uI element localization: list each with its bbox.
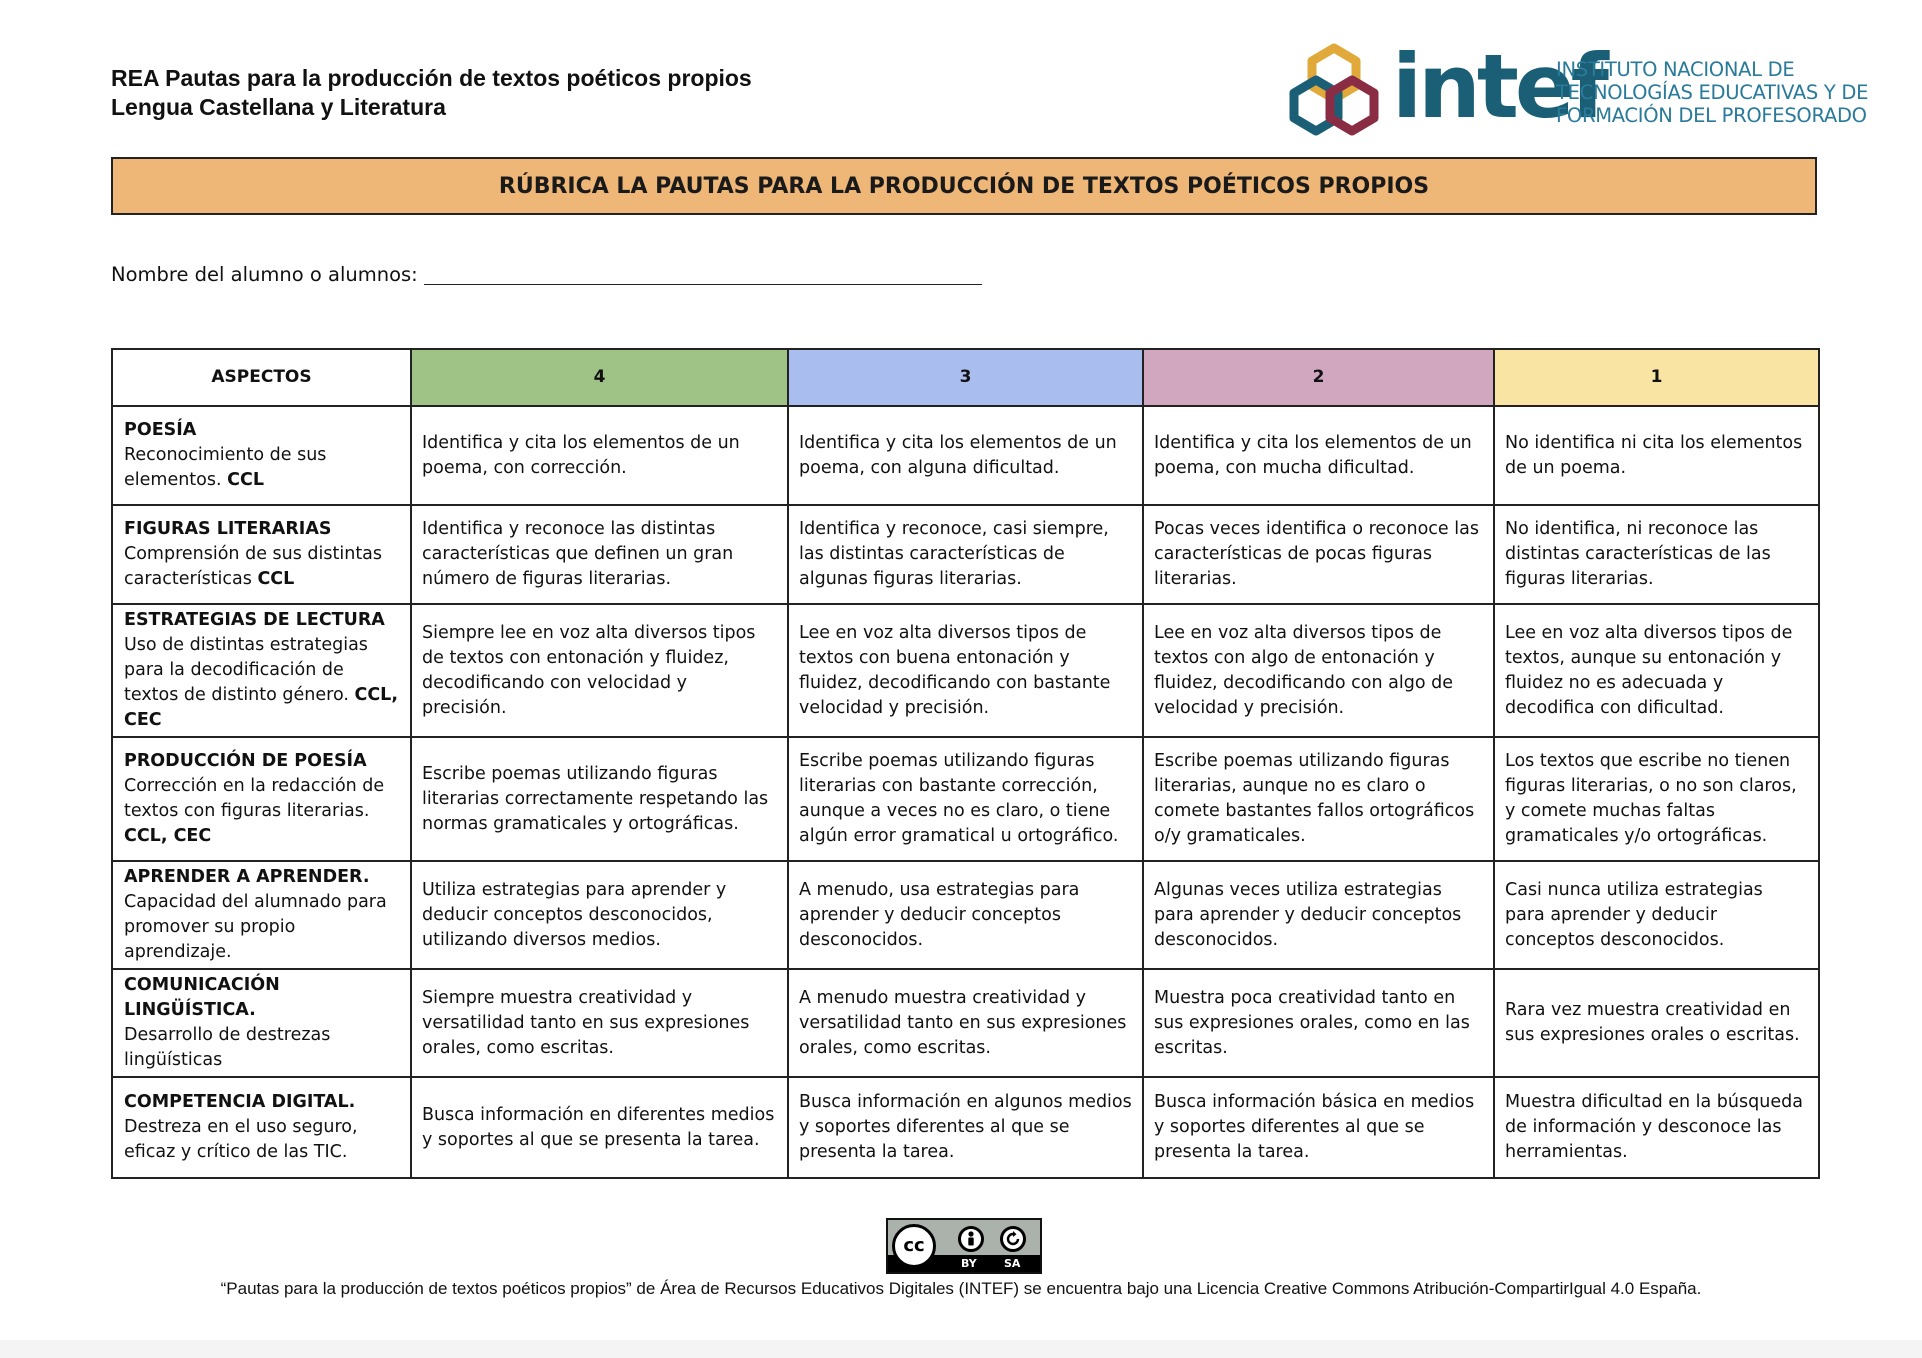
aspect-cell bbox=[112, 737, 411, 861]
aspect-description: Corrección en la redacción de textos con figuras literarias. bbox=[124, 776, 385, 821]
level-2-cell: Muestra poca creatividad tanto en sus expresiones orales, como en las escritas. bbox=[1143, 969, 1494, 1077]
badge-by-label: BY bbox=[961, 1257, 977, 1270]
aspect-title: COMUNICACIÓN LINGÜÍSTICA. bbox=[124, 975, 280, 1020]
level-4-cell: Siempre lee en voz alta diversos tipos de textos con entonación y fluidez, decodificando con velocidad y precisión. bbox=[411, 604, 788, 737]
intef-organization-name bbox=[1556, 58, 1869, 127]
document-subject: Lengua Castellana y Literatura bbox=[111, 94, 446, 120]
header-aspectos: ASPECTOS bbox=[112, 349, 411, 406]
aspect-description: Reconocimiento de sus elementos. bbox=[124, 445, 327, 490]
level-1-cell: No identifica, ni reconoce las distintas características de las figuras literarias. bbox=[1494, 505, 1819, 604]
level-3-cell: Lee en voz alta diversos tipos de textos con buena entonación y fluidez, decodificando con bastante velocidad y precisión. bbox=[788, 604, 1143, 737]
table-row bbox=[112, 505, 1819, 604]
level-2-cell: Pocas veces identifica o reconoce las características de pocas figuras literarias. bbox=[1143, 505, 1494, 604]
table-row bbox=[112, 604, 1819, 737]
level-4-cell: Utiliza estrategias para aprender y deducir conceptos desconocidos, utilizando diversos medios. bbox=[411, 861, 788, 969]
aspect-competence: CCL bbox=[257, 569, 295, 589]
rubric-table bbox=[111, 348, 1820, 1179]
aspect-cell bbox=[112, 1077, 411, 1178]
level-1-cell: Muestra dificultad en la búsqueda de información y desconoce las herramientas. bbox=[1494, 1077, 1819, 1178]
level-2-cell: Identifica y cita los elementos de un poema, con mucha dificultad. bbox=[1143, 406, 1494, 505]
level-4-cell: Escribe poemas utilizando figuras literarias correctamente respetando las normas gramaticales y ortográficas. bbox=[411, 737, 788, 861]
aspect-title: APRENDER A APRENDER. bbox=[124, 867, 370, 887]
aspect-title: FIGURAS LITERARIAS bbox=[124, 519, 332, 539]
aspect-description: Destreza en el uso seguro, eficaz y crítico de las TIC. bbox=[124, 1117, 358, 1162]
aspect-description: Capacidad del alumnado para promover su propio aprendizaje. bbox=[124, 892, 387, 962]
aspect-cell bbox=[112, 969, 411, 1077]
level-4-cell: Busca información en diferentes medios y soportes al que se presenta la tarea. bbox=[411, 1077, 788, 1178]
document-title: REA Pautas para la producción de textos poéticos propios bbox=[111, 65, 752, 91]
rubric-title-banner bbox=[111, 157, 1817, 215]
student-name-label: Nombre del alumno o alumnos: bbox=[111, 263, 418, 286]
aspect-competence: CCL, CEC bbox=[124, 826, 212, 846]
table-row bbox=[112, 406, 1819, 505]
level-2-cell: Algunas veces utiliza estrategias para aprender y deducir conceptos desconocidos. bbox=[1143, 861, 1494, 969]
aspect-title: POESÍA bbox=[124, 420, 197, 440]
level-3-cell: Identifica y reconoce, casi siempre, las distintas características de algunas figuras literarias. bbox=[788, 505, 1143, 604]
intef-logo bbox=[1284, 35, 1869, 142]
table-row bbox=[112, 861, 1819, 969]
aspect-cell bbox=[112, 861, 411, 969]
aspect-cell bbox=[112, 505, 411, 604]
level-2-cell: Escribe poemas utilizando figuras literarias, aunque no es claro o comete bastantes fallos ortográficos o/y gramaticales. bbox=[1143, 737, 1494, 861]
table-row bbox=[112, 737, 1819, 861]
level-4-cell: Siempre muestra creatividad y versatilidad tanto en sus expresiones orales, como escritas. bbox=[411, 969, 788, 1077]
header-level-2: 2 bbox=[1143, 349, 1494, 406]
level-1-cell: No identifica ni cita los elementos de un poema. bbox=[1494, 406, 1819, 505]
level-4-cell: Identifica y cita los elementos de un poema, con corrección. bbox=[411, 406, 788, 505]
table-row bbox=[112, 969, 1819, 1077]
level-3-cell: A menudo, usa estrategias para aprender y deducir conceptos desconocidos. bbox=[788, 861, 1143, 969]
org-line-2: TECNOLOGÍAS EDUCATIVAS Y DE bbox=[1556, 81, 1869, 104]
level-2-cell: Lee en voz alta diversos tipos de textos con algo de entonación y fluidez, decodificando con algo de velocidad y precisión. bbox=[1143, 604, 1494, 737]
aspect-title: PRODUCCIÓN DE POESÍA bbox=[124, 751, 367, 771]
aspect-description: Desarrollo de destrezas lingüísticas bbox=[124, 1025, 331, 1070]
level-1-cell: Casi nunca utiliza estrategias para aprender y deducir conceptos desconocidos. bbox=[1494, 861, 1819, 969]
aspect-title: COMPETENCIA DIGITAL. bbox=[124, 1092, 356, 1112]
document-header bbox=[111, 64, 752, 122]
student-name-field bbox=[111, 262, 982, 286]
page-bottom-strip bbox=[0, 1340, 1922, 1358]
aspect-competence: CCL bbox=[227, 470, 264, 490]
intef-knot-icon bbox=[1284, 42, 1384, 142]
level-2-cell: Busca información básica en medios y soportes diferentes al que se presenta la tarea. bbox=[1143, 1077, 1494, 1178]
header-level-3: 3 bbox=[788, 349, 1143, 406]
aspect-cell bbox=[112, 406, 411, 505]
aspect-cell bbox=[112, 604, 411, 737]
rubric-header-row bbox=[112, 349, 1819, 406]
org-line-3: FORMACIÓN DEL PROFESORADO bbox=[1556, 104, 1867, 127]
header-level-4: 4 bbox=[411, 349, 788, 406]
level-3-cell: A menudo muestra creatividad y versatilidad tanto en sus expresiones orales, como escritas. bbox=[788, 969, 1143, 1077]
share-alike-icon bbox=[1000, 1226, 1026, 1252]
aspect-description: Uso de distintas estrategias para la decodificación de textos de distinto género. bbox=[124, 635, 368, 705]
level-3-cell: Identifica y cita los elementos de un poema, con alguna dificultad. bbox=[788, 406, 1143, 505]
creative-commons-by-sa-badge[interactable] bbox=[886, 1218, 1042, 1274]
aspect-title: ESTRATEGIAS DE LECTURA bbox=[124, 610, 385, 630]
license-footer-text: “Pautas para la producción de textos poéticos propios” de Área de Recursos Educativos Digitales (INTEF) se encuentra bajo una Licencia Creative Commons Atribución-CompartirIgual 4.0 España. bbox=[220, 1279, 1702, 1298]
attribution-person-icon bbox=[958, 1226, 984, 1252]
table-row bbox=[112, 1077, 1819, 1178]
rubric-title: RÚBRICA LA PAUTAS PARA LA PRODUCCIÓN DE TEXTOS POÉTICOS PROPIOS bbox=[498, 173, 1430, 199]
student-name-blank-line bbox=[424, 262, 982, 285]
level-3-cell: Busca información en algunos medios y soportes diferentes al que se presenta la tarea. bbox=[788, 1077, 1143, 1178]
aspect-competence: CCL, CEC bbox=[124, 685, 398, 730]
header-level-1: 1 bbox=[1494, 349, 1819, 406]
level-1-cell: Rara vez muestra creatividad en sus expresiones orales o escritas. bbox=[1494, 969, 1819, 1077]
intef-wordmark: intef bbox=[1392, 35, 1605, 138]
badge-sa-label: SA bbox=[1004, 1257, 1021, 1270]
aspect-description: Comprensión de sus distintas características bbox=[124, 544, 383, 589]
cc-icon: cc bbox=[892, 1224, 936, 1268]
level-1-cell: Los textos que escribe no tienen figuras literarias, o no son claros, y comete muchas faltas gramaticales y/o ortográficas. bbox=[1494, 737, 1819, 861]
level-3-cell: Escribe poemas utilizando figuras literarias con bastante corrección, aunque a veces no es claro, o tiene algún error gramatical u ortográfico. bbox=[788, 737, 1143, 861]
level-1-cell: Lee en voz alta diversos tipos de textos, aunque su entonación y fluidez no es adecuada y decodifica con dificultad. bbox=[1494, 604, 1819, 737]
level-4-cell: Identifica y reconoce las distintas características que definen un gran número de figuras literarias. bbox=[411, 505, 788, 604]
org-line-1: INSTITUTO NACIONAL DE bbox=[1556, 58, 1795, 81]
